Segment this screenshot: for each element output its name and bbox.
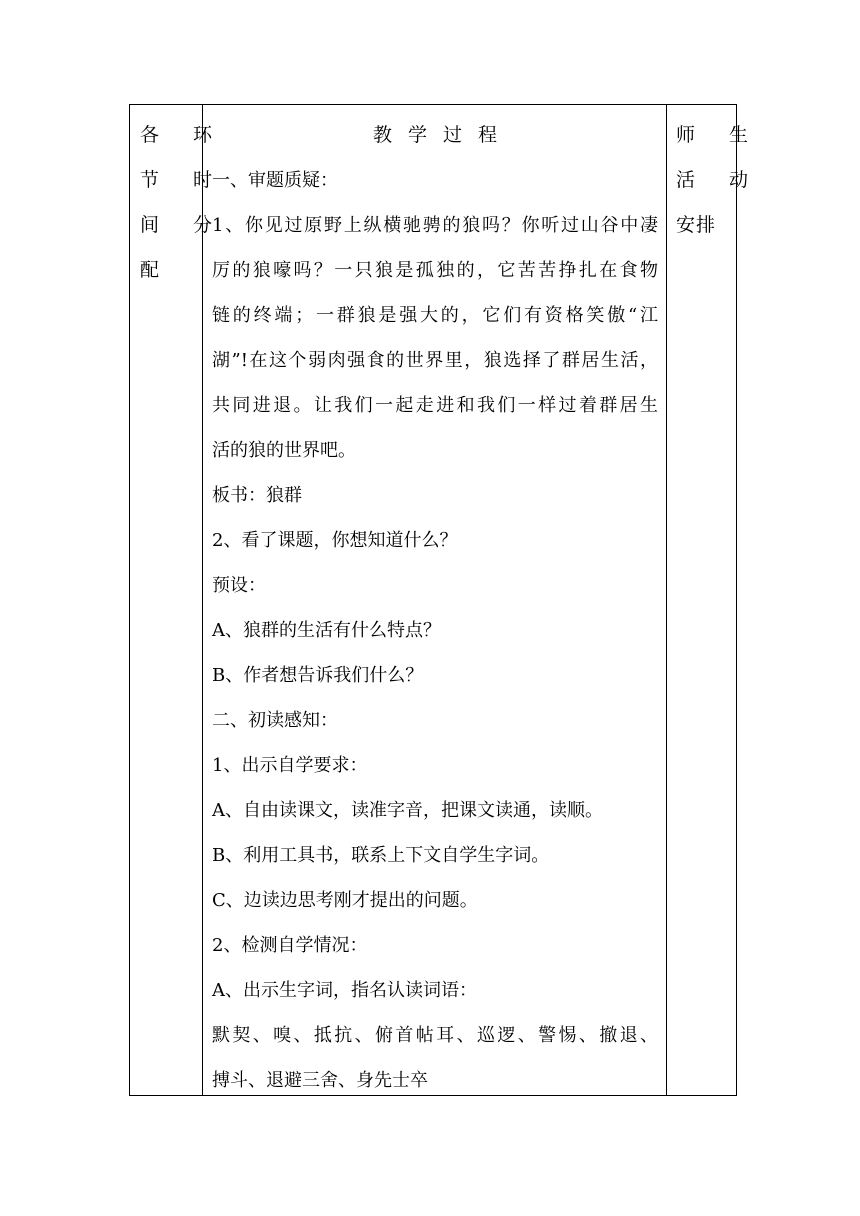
- process-line: 2、检测自学情况：: [212, 935, 368, 956]
- process-line: 1、出示自学要求：: [212, 755, 368, 776]
- process-line: 湖”!在这个弱肉强食的世界里，狼选择了群居生活，: [212, 350, 658, 371]
- time-allocation-line: 各 环: [140, 124, 227, 146]
- time-allocation-line: 节 时: [140, 169, 227, 191]
- process-line: 厉的狼嚎吗？一只狼是孤独的，它苦苦挣扎在食物: [212, 260, 658, 281]
- process-line: 1、你见过原野上纵横驰骋的狼吗？你听过山谷中凄: [212, 215, 658, 236]
- process-line: 一、审题质疑：: [212, 170, 338, 191]
- process-line: 搏斗、退避三舍、身先士卒: [212, 1070, 428, 1091]
- process-line: C、边读边思考刚才提出的问题。: [212, 890, 478, 911]
- time-allocation-column: [130, 105, 227, 1095]
- time-allocation-line: 间 分: [140, 214, 227, 236]
- process-line: B、利用工具书，联系上下文自学生字词。: [212, 845, 550, 866]
- activity-arrangement-line: 活 动: [676, 169, 763, 191]
- process-line: 链的终端；一群狼是强大的，它们有资格笑傲“江: [212, 305, 658, 326]
- teaching-process-heading: 教学过程: [372, 124, 513, 146]
- process-line: 共同进退。让我们一起走进和我们一样过着群居生: [212, 395, 658, 416]
- process-line: 板书：狼群: [212, 485, 302, 506]
- process-line: A、狼群的生活有什么特点？: [212, 620, 441, 641]
- activity-arrangement-line: 师 生: [676, 124, 763, 146]
- activity-arrangement-line: 安排: [676, 214, 717, 236]
- process-line: 二、初读感知：: [212, 710, 338, 731]
- process-line: A、自由读课文，读准字音，把课文读通，读顺。: [212, 800, 603, 821]
- process-line: A、出示生字词，指名认读词语：: [212, 980, 477, 1001]
- process-line: 默契、嗅、抵抗、俯首帖耳、巡逻、警惕、撤退、: [212, 1025, 658, 1046]
- activity-arrangement-column: [666, 105, 763, 1095]
- teaching-process-column: [202, 105, 666, 1095]
- process-line: 2、看了课题，你想知道什么？: [212, 530, 458, 551]
- lesson-plan-table: [129, 104, 763, 1096]
- process-line: B、作者想告诉我们什么？: [212, 665, 424, 686]
- time-allocation-line: 配: [140, 259, 174, 281]
- process-line: 预设：: [212, 575, 266, 596]
- process-line: 活的狼的世界吧。: [212, 440, 356, 461]
